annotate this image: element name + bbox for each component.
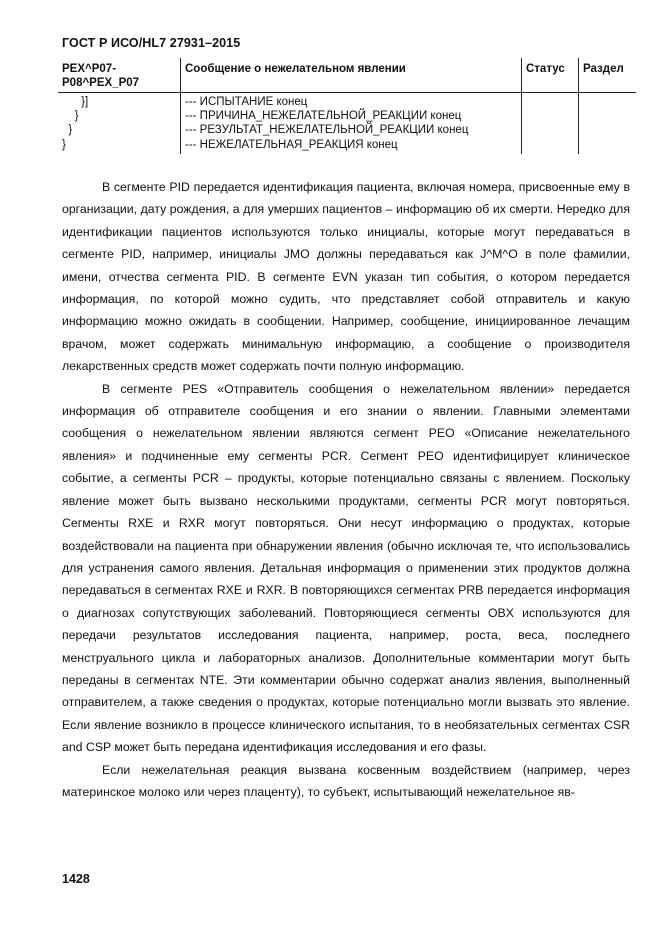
segment-status xyxy=(522,109,579,123)
segment-message: --- ПРИЧИНА_НЕЖЕЛАТЕЛЬНОЙ_РЕАКЦИИ конец xyxy=(181,109,522,123)
document-header: ГОСТ Р ИСО/HL7 27931–2015 xyxy=(62,36,241,50)
paragraph-indirect-exposure: Если нежелательная реакция вызвана косвенным воздействием (например, через материнское молоко или через плаценту), то субъект, испытывающий нежелательное яв- xyxy=(62,762,630,799)
paragraph-pes-peo-pcr: В сегменте PES «Отправитель сообщения о нежелательном явлении» передается информация об отправителе сообщения и его знании о явлении. Главными элементами сообщения о нежелательном явлении являются сегмент PEO «Описание нежелательного явления» и подчиненные ему сегменты PCR. Сегмент PEO идентифицирует клиническое событие, а сегменты PCR – продукты, которые потенциально связаны с явлением. Поскольку явление может быть вызвано несколькими продуктами, сегменты PCR могут повторяться. Сегменты RXE и RXR могут повторяться. Они несут информацию о продуктах, которые воздействовали на пациента при обнаружении явления (обычно исключая те, что использовались для устранения самого явления. Детальная информация о применении этих продуктов должна передаваться в сегментах RXE и RXR. В повторяющихся сегментах PRB передается информация о диагнозах сопутствующих заболеваний. Повторяющиеся сегменты OBX используются для передачи результатов исследования пациента, например, роста, веса, последнего менструального цикла и лабораторных анализов. Дополнительные комментарии могут быть переданы в сегментах NTE. Эти комментарии обычно содержат анализ явления, выполненный отправителем, а также сведения о продуктах, которые потенциально могли вызвать это явление. Если явление возникло в процессе клинического испытания, то в необязательных сегментах CSR and CSP может быть передана идентификация исследования и его фазы. xyxy=(62,381,630,755)
table-row xyxy=(58,138,636,154)
segment-code: } xyxy=(62,110,79,123)
segment-section xyxy=(579,123,637,137)
segment-code: } xyxy=(62,138,66,151)
column-header-message: Сообщение о нежелательном явлении xyxy=(181,58,522,93)
segment-message: --- НЕЖЕЛАТЕЛЬНАЯ_РЕАКЦИЯ конец xyxy=(181,138,522,154)
column-header-segment: PEX^P07-P08^PEX_P07 xyxy=(58,58,181,93)
segment-message: --- ИСПЫТАНИЕ конец xyxy=(181,93,522,110)
segment-table xyxy=(58,58,636,154)
table-row xyxy=(58,93,636,110)
segment-code: } xyxy=(62,124,73,137)
segment-section xyxy=(579,93,637,110)
column-header-status: Статус xyxy=(522,58,579,93)
table-row xyxy=(58,109,636,123)
page-number: 1428 xyxy=(62,872,90,886)
paragraph-pid-evn: В сегменте PID передается идентификация пациента, включая номера, присвоенные ему в организации, дату рождения, а для умерших пациентов – информацию об их смерти. Нередко для идентификации пациентов используются только инициалы, которые могут передаваться в сегменте PID, например, инициалы JMO должны передаваться как J^M^O в поле фамилии, имени, отчества сегмента PID. В сегменте EVN указан тип события, о котором передается информация, по которой можно судить, что представляет собой отправитель и какую информацию можно ожидать в сообщении. Например, сообщение, инициированное лечащим врачом, может содержать минимальную информацию, а сообщение о производителя лекарственных средств может содержать почти полную информацию. xyxy=(62,180,630,374)
segment-status xyxy=(522,93,579,110)
segment-status xyxy=(522,123,579,137)
segment-message: --- РЕЗУЛЬТАТ_НЕЖЕЛАТЕЛЬНОЙ_РЕАКЦИИ конец xyxy=(181,123,522,137)
segment-code: }] xyxy=(62,96,89,108)
column-header-section: Раздел xyxy=(579,58,637,93)
table-header-row xyxy=(58,58,636,93)
table-row xyxy=(58,123,636,137)
segment-status xyxy=(522,138,579,154)
segment-section xyxy=(579,138,637,154)
segment-section xyxy=(579,109,637,123)
body-text xyxy=(62,176,630,803)
